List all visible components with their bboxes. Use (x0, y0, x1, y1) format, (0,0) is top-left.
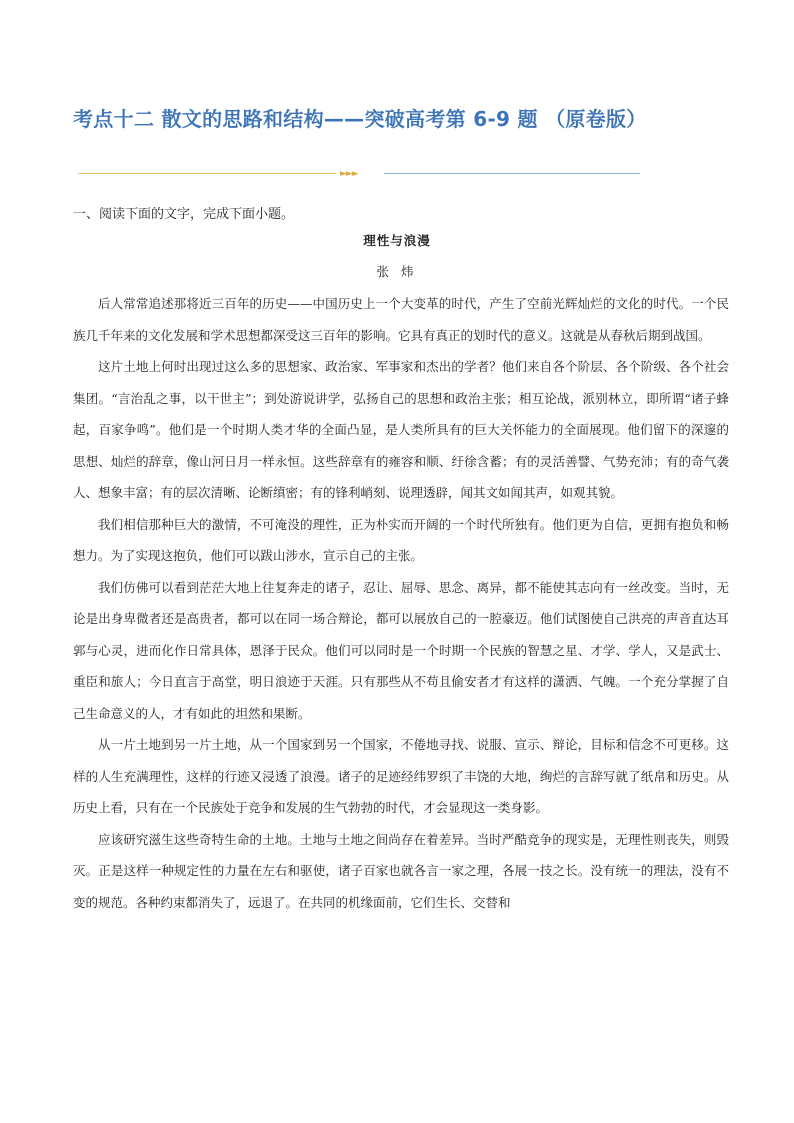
paragraph: 我们相信那种巨大的激情，不可淹没的理性，正为朴实而开阔的一个时代所独有。他们更为自信，更拥有抱负和畅想力。为了实现这抱负，他们可以跋山涉水，宣示自己的主张。 (73, 516, 729, 563)
paragraph: 应该研究滋生这些奇特生命的土地。土地与土地之间尚存在着差异。当时严酷竞争的现实是，无理性则丧失，则毁灭。正是这样一种规定性的力量在左右和驱使，诸子百家也就各言一家之理，各展一技之长。没有统一的理法，没有不变的规范。各种约束都消失了，远退了。在共同的机缘面前，它们生长、交替和 (73, 831, 729, 910)
divider-line-left (78, 173, 336, 174)
paragraph: 从一片土地到另一片土地，从一个国家到另一个国家，不倦地寻找、说服、宣示、辩论，目标和信念不可更移。这样的人生充满理性，这样的行迹又浸透了浪漫。诸子的足迹经纬罗织了丰饶的大地，绚烂的言辞写就了纸帛和历史。从历史上看，只有在一个民族处于竞争和发展的生气勃勃的时代，才会显现这一类身影。 (73, 737, 729, 815)
paragraph: 我们仿佛可以看到茫茫大地上往复奔走的诸子，忍让、屈辱、思念、离异，都不能使其志向有一丝改变。当时，无论是出身卑微者还是高贵者，都可以在同一场合辩论，都可以展放自己的一腔豪迈。他们试图使自己洪亮的声音直达耳郭与心灵，进而化作日常具体，恩泽于民众。他们可以同时是一个时期一个民族的智慧之星、才学、学人，又是武士、重臣和旅人；今日直言于高堂，明日浪迹于天涯。只有那些从不苟且偷安者才有这样的潇洒、气魄。一个充分掌握了自己生命意义的人，才有如此的坦然和果断。 (73, 579, 729, 721)
question-instruction: 一、阅读下面的文字，完成下面小题。 (73, 207, 295, 222)
paragraph: 这片土地上何时出现过这么多的思想家、政治家、军事家和杰出的学者？他们来自各个阶层、各个阶级、各个社会集团。“言治乱之事，以干世主”；到处游说讲学，弘扬自己的思想和政治主张；相互论战，派别林立，即所谓“诸子蜂起，百家争鸣”。他们是一个时期人类才华的全面凸显，是人类所具有的巨大关怀能力的全面展现。他们留下的深邃的思想、灿烂的辞章，像山河日月一样永恒。这些辞章有的雍容和顺、纡徐含蓄；有的灵活善譬、气势充沛；有的奇气袭人、想象丰富；有的层次清晰、论断缜密；有的锋利峭刻、说理透辟，闻其文如闻其声，如观其貌。 (73, 359, 729, 500)
decorative-divider (78, 168, 640, 180)
divider-line-right (384, 173, 640, 174)
page-title: 考点十二 散文的思路和结构——突破高考第 6-9 题 （原卷版） (73, 107, 647, 131)
essay-body (73, 288, 729, 918)
paragraph: 后人常常追述那将近三百年的历史——中国历史上一个大变革的时代，产生了空前光辉灿烂的文化的时代。一个民族几千年来的文化发展和学术思想都深受这三百年的影响。它具有真正的划时代的意义。这就是从春秋后期到战国。 (73, 296, 729, 343)
essay-title: 理性与浪漫 (363, 233, 431, 248)
essay-author: 张 炜 (376, 264, 418, 279)
arrow-icon: ►►► (340, 169, 358, 179)
